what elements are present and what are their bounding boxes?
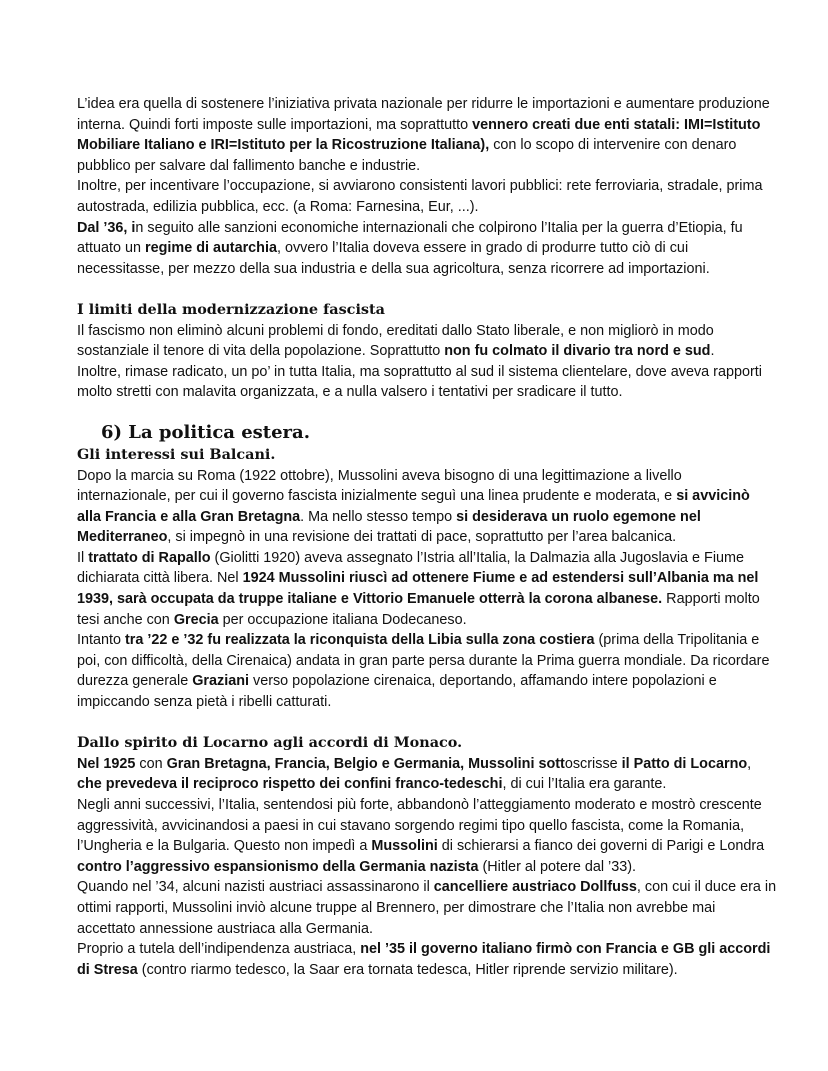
text-run: Dopo la marcia su Roma (1922 ottobre), Mussolini aveva bisogno di una legittimazione a livello internazionale, per cui il governo fascista inizialmente seguì una linea prudente e moderata, e	[77, 467, 682, 505]
chapter-title: 6) La politica estera.	[101, 421, 310, 443]
paragraph	[77, 94, 777, 176]
section-heading: Dallo spirito di Locarno agli accordi di Monaco.	[77, 734, 463, 752]
paragraph	[77, 939, 777, 980]
bold-text-run: si desiderava un ruolo egemone nel Mediterraneo	[77, 508, 701, 546]
paragraph	[77, 795, 777, 877]
text-run: (contro riarmo tedesco, la Saar era tornata tedesca, Hitler riprende servizio militare).	[137, 961, 678, 978]
text-run: con	[135, 755, 167, 772]
text-run: Il fascismo non eliminò alcuni problemi di fondo, ereditati dallo Stato liberale, e non migliorò in modo sostanziale il tenore di vita della popolazione. Soprattutto	[77, 322, 714, 360]
paragraph	[77, 630, 777, 712]
text-run: Inoltre, rimase radicato, un po’ in tutta Italia, ma soprattutto al sud il sistema clientelare, dove aveva rapporti molto stretti con malavita organizzata, e a nulla valsero i tentativi per sradicare il tutto.	[77, 363, 762, 401]
bold-text-run: contro l’aggressivo espansionismo della Germania nazista	[77, 858, 479, 875]
bold-text-run: Mussolini	[371, 838, 438, 855]
spacer	[77, 279, 777, 300]
bold-text-run: 1924 Mussolini riuscì ad ottenere Fiume e ad estendersi sull’Albania ma nel 1939, sarà occupata da truppe italiane e Vittorio Emanuele otterrà la corona albanese.	[77, 570, 759, 608]
bold-text-run: vennero creati due enti statali: IMI=Istituto Mobiliare Italiano e IRI=Istituto per la Ricostruzione Italiana),	[77, 116, 761, 154]
text-run: Intanto	[77, 632, 126, 649]
bold-text-run: Gran Bretagna, Francia, Belgio e Germania, Mussolini sott	[166, 755, 565, 772]
paragraph	[77, 548, 777, 630]
bold-text-run: non fu colmato il divario tra nord e sud	[444, 343, 711, 360]
limits-section	[77, 300, 777, 403]
text-run: , si impegnò in una revisione dei trattati di pace, soprattutto per l’area balcanica.	[167, 529, 677, 546]
section-heading: I limiti della modernizzazione fascista	[77, 300, 385, 318]
paragraph	[77, 466, 777, 548]
paragraph	[77, 754, 777, 795]
bold-text-run: Dal ’36, i	[77, 219, 136, 236]
document-page	[77, 94, 777, 980]
text-run: . Ma nello stesso tempo	[300, 508, 457, 525]
bold-text-run: nel ’35 il governo italiano firmò con Francia e GB gli accordi di Stresa	[77, 941, 771, 978]
text-run: Negli anni successivi, l’Italia, sentendosi più forte, abbandonò l’atteggiamento moderato e mostrò crescente aggressività, avvicinandosi a paesi in cui stavano sorgendo regimi tipo quello fascista, come la Romania, l’Ungheria e la Bulgaria. Questo non impedì a	[77, 797, 762, 855]
spacer	[77, 713, 777, 734]
text-run: ,	[747, 755, 752, 772]
text-run: L’idea era quella di sostenere l’iniziativa privata nazionale per ridurre le importazioni e aumentare produzione interna. Quindi forti imposte sulle importazioni, ma soprattutto	[77, 96, 770, 133]
text-run: oscrisse	[564, 755, 622, 772]
text-run: (Giolitti 1920) aveva assegnato l’Istria all’Italia, la Dalmazia alla Jugoslavia e Fiume dichiarata città libera. Nel	[77, 549, 745, 587]
bold-text-run: Graziani	[192, 673, 249, 690]
text-run: verso popolazione cirenaica, deportando, affamando intere popolazioni e impiccando senza pietà i ribelli catturati.	[77, 673, 717, 711]
text-run: Il	[77, 549, 89, 566]
text-run: Quando nel ’34, alcuni nazisti austriaci assassinarono il	[77, 879, 434, 896]
text-run: di schierarsi a fianco dei governi di Parigi e Londra	[437, 838, 765, 855]
text-run: (prima della Tripolitania e poi, con difficoltà, della Cirenaica) andata in gran parte persa durante la Prima guerra mondiale. Da ricordare durezza generale	[77, 632, 770, 690]
paragraph	[77, 321, 777, 362]
foreign-policy-section	[77, 421, 777, 980]
text-run: con lo scopo di intervenire con denaro pubblico per salvare dal fallimento banche e industrie.	[77, 137, 737, 174]
paragraph	[77, 176, 777, 217]
bold-text-run: cancelliere austriaco Dollfuss	[433, 879, 637, 896]
text-run: n seguito alle sanzioni economiche internazionali che colpirono l’Italia per la guerra d’Etiopia, fu attuato un	[77, 219, 743, 257]
section-heading: Gli interessi sui Balcani.	[77, 445, 276, 463]
bold-text-run: il Patto di Locarno	[621, 755, 748, 772]
bold-text-run: tra ’22 e ’32 fu realizzata la riconquista della Libia sulla zona costiera	[125, 632, 595, 649]
text-run: Proprio a tutela dell’indipendenza austriaca,	[77, 941, 361, 958]
text-run: per occupazione italiana Dodecaneso.	[218, 611, 467, 628]
bold-text-run: che prevedeva il reciproco rispetto dei confini franco-tedeschi	[77, 776, 503, 793]
text-run: (Hitler al potere dal ’33).	[478, 858, 637, 875]
paragraph	[77, 218, 777, 280]
text-run: Rapporti molto tesi anche con	[77, 591, 760, 628]
paragraph	[77, 362, 777, 403]
text-run: , di cui l’Italia era garante.	[502, 776, 667, 793]
text-run: Inoltre, per incentivare l’occupazione, si avviarono consistenti lavori pubblici: rete ferroviaria, stradale, prima autostrada, edilizia pubblica, ecc. (a Roma: Farnesina, Eur, ...).	[77, 178, 763, 215]
text-run: , ovvero l’Italia doveva essere in grado di produrre tutto ciò di cui necessitasse, per mezzo della sua industria e della sua agricoltura, senza ricorrere ad importazioni.	[77, 240, 710, 277]
bold-text-run: Grecia	[173, 611, 219, 628]
text-run: , con cui il duce era in ottimi rapporti, Mussolini inviò alcune truppe al Brennero, per dimostrare che l’Italia non avrebbe mai accettato annessione austriaca alla Germania.	[77, 879, 777, 937]
bold-text-run: regime di autarchia	[145, 240, 277, 257]
spacer	[77, 403, 777, 419]
text-run: .	[710, 343, 715, 360]
bold-text-run: trattato di Rapallo	[88, 549, 211, 566]
intro-section	[77, 94, 777, 279]
paragraph	[77, 877, 777, 939]
bold-text-run: si avvicinò alla Francia e alla Gran Bretagna	[77, 488, 750, 525]
bold-text-run: Nel 1925	[77, 755, 136, 772]
